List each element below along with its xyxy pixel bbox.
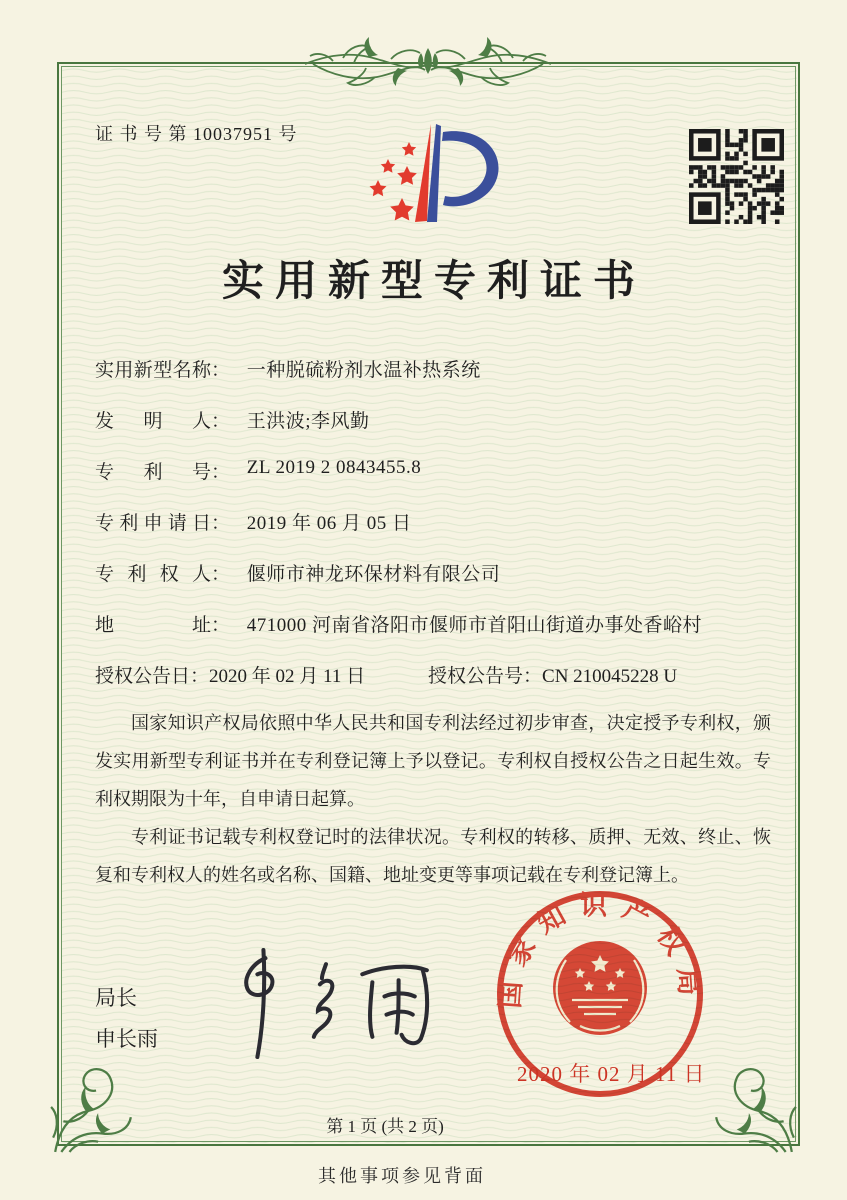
grant-row — [95, 661, 785, 687]
legal-text-block — [95, 704, 771, 894]
field-value: 2019 年 06 月 05 日 — [246, 513, 412, 534]
field-value: ZL 2019 2 0843455.8 — [246, 457, 422, 478]
grant-date: 授权公告日：2020 年 02 月 11 日 — [95, 666, 366, 687]
field-colon: ： — [211, 564, 231, 585]
field-row — [95, 457, 785, 483]
top-flourish-ornament — [303, 34, 553, 94]
qr-code — [689, 129, 784, 224]
field-label: 专利申请日 — [95, 513, 211, 534]
field-row — [95, 508, 785, 534]
field-colon: ： — [211, 513, 231, 534]
legal-paragraph: 国家知识产权局依照中华人民共和国专利法经过初步审查，决定授予专利权，颁发实用新型专利证书并在专利登记簿上予以登记。专利权自授权公告之日起生效。专利权期限为十年，自申请日起算。 — [95, 713, 771, 809]
field-value: 偃师市神龙环保材料有限公司 — [246, 564, 501, 585]
signer-title: 局长 — [95, 986, 137, 1010]
grant-number: 授权公告号：CN 210045228 U — [428, 666, 678, 687]
field-label: 实用新型名称 — [95, 360, 211, 381]
bottom-right-flourish-ornament — [708, 1064, 800, 1156]
field-value: 王洪波;李风勤 — [246, 411, 370, 432]
field-colon: ： — [211, 360, 231, 381]
field-row — [95, 559, 785, 585]
national-emblem-icon — [553, 941, 647, 1035]
field-colon: ： — [211, 615, 231, 636]
field-label: 发明人 — [95, 411, 211, 432]
field-colon: ： — [211, 411, 231, 432]
seal-date: 2020 年 02 月 11 日 — [517, 1062, 706, 1086]
page-number: 第 1 页 (共 2 页) — [326, 1117, 444, 1136]
bottom-left-flourish-ornament — [47, 1064, 139, 1156]
field-value: 471000 河南省洛阳市偃师市首阳山街道办事处香峪村 — [246, 615, 703, 636]
certificate-number: 证 书 号 第 10037951 号 — [95, 124, 298, 144]
legal-paragraph: 专利证书记载专利权登记时的法律状况。专利权的转移、质押、无效、终止、恢复和专利权人的姓名或名称、国籍、地址变更等事项记载在专利登记簿上。 — [95, 827, 771, 885]
cnipa-logo-icon — [345, 108, 515, 238]
field-label: 专利权人 — [95, 564, 211, 585]
field-row — [95, 406, 785, 432]
field-value: 一种脱硫粉剂水温补热系统 — [246, 360, 481, 381]
signer-name: 申长雨 — [95, 1027, 158, 1051]
seal-arc-text: 国家知识产权局 — [494, 890, 706, 1010]
handwritten-signature-icon — [213, 943, 445, 1061]
field-row — [95, 355, 785, 381]
back-note: 其他事项参见背面 — [318, 1166, 486, 1186]
field-label: 专利号 — [95, 462, 211, 483]
field-colon: ： — [211, 462, 231, 483]
fields-block — [95, 355, 785, 687]
field-row — [95, 610, 785, 636]
certificate-title: 实用新型专利证书 — [221, 259, 646, 305]
signer-block — [95, 978, 158, 1060]
field-label: 地址 — [95, 615, 211, 636]
